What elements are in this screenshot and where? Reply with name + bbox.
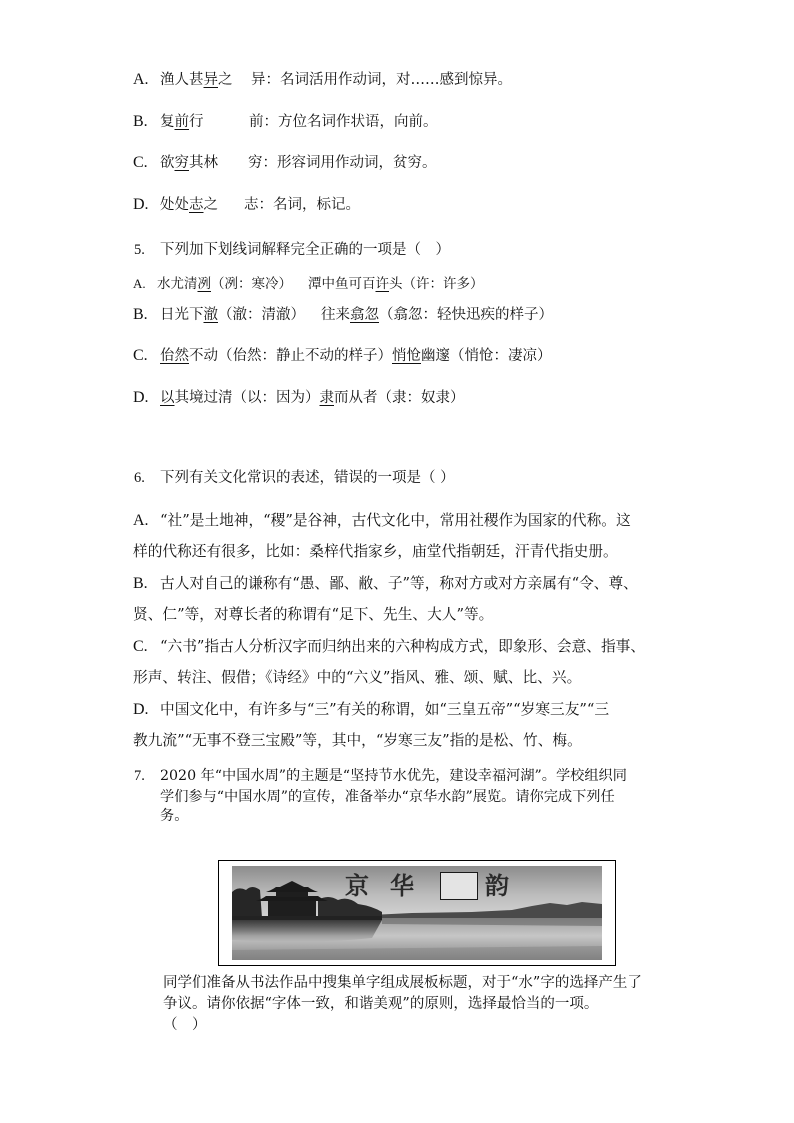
question-number: 7. (134, 768, 145, 784)
question-text-line: 2020 年“中国水周”的主题是“坚持节水优先，建设幸福河湖”。学校组织同 (160, 768, 627, 784)
question-text: 下列加下划线词解释完全正确的一项是（ ） (160, 242, 450, 258)
phrase-text: 往来 (321, 307, 350, 323)
phrase-text: 日光下 (160, 307, 204, 323)
phrase-text: 欲 (160, 155, 175, 171)
q6-option-b-cont (0, 604, 794, 626)
question-text: 下列有关文化常识的表述，错误的一项是（ ） (160, 470, 455, 486)
gloss-text: （翕忽：轻快迅疾的样子） (379, 307, 553, 323)
option-explanation: 异：名词活用作动词，对……感到惊异。 (251, 72, 512, 88)
gloss-text: 其境过清（以：因为） (174, 390, 320, 406)
phrase-text: 之 (218, 72, 233, 88)
banner-blank-box (440, 872, 478, 900)
banner-title-char: 京 (345, 871, 369, 900)
option-text (157, 273, 484, 295)
q5-option-b (0, 304, 794, 326)
underlined-word: 冽 (197, 276, 211, 292)
option-letter: B. (133, 113, 148, 130)
q4-option-d (0, 194, 794, 216)
underlined-word: 佁然 (160, 348, 189, 364)
underlined-word: 翕忽 (350, 307, 379, 323)
q7-stem-cont (0, 805, 794, 827)
q7-task (0, 972, 794, 994)
q6-option-d (0, 699, 794, 721)
option-text (160, 345, 552, 367)
q4-option-b (0, 111, 794, 133)
gloss-text: （冽：寒冷） (211, 276, 292, 292)
option-phrase (160, 152, 218, 174)
underlined-word: 悄怆 (392, 348, 421, 364)
q5-stem (0, 239, 794, 261)
q4-option-a (0, 69, 794, 91)
option-letter: A. (133, 71, 149, 88)
option-explanation: 志：名词，标记。 (244, 197, 360, 213)
question-text-line: 争议。请你依据“字体一致，和谐美观”的原则，选择最恰当的一项。 (163, 996, 599, 1012)
q6-option-a-cont (0, 541, 794, 563)
option-text (160, 387, 465, 409)
option-phrase (160, 111, 204, 133)
q6-option-d-cont (0, 730, 794, 752)
banner-title-char: 华 (390, 871, 414, 900)
phrase-text: 复 (160, 114, 175, 130)
underlined-word: 以 (160, 390, 175, 406)
option-text-line: 教九流”“无事不登三宝殿”等，其中，“岁寒三友”指的是松、竹、梅。 (133, 732, 582, 749)
option-text-line: “六书”指古人分析汉字而归纳出来的六种构成方式，即象形、会意、指事、 (160, 638, 646, 655)
lake-pavilion-photo (232, 866, 602, 960)
underlined-word: 隶 (319, 390, 334, 406)
gloss-text: 幽邃（悄怆：凄凉） (421, 348, 552, 364)
option-explanation: 穷：形容词用作动词，贫穷。 (248, 155, 437, 171)
gloss-text: 头（许：许多） (389, 276, 484, 292)
option-text-line: 古人对自己的谦称有“愚、鄙、敝、子”等，称对方或对方亲属有“令、尊、 (160, 575, 638, 592)
option-letter: A. (133, 276, 146, 291)
option-letter: B. (133, 575, 148, 592)
option-letter: B. (133, 306, 148, 323)
question-number: 6. (134, 470, 145, 486)
q4-option-c (0, 152, 794, 174)
option-phrase (160, 194, 218, 216)
option-text (160, 304, 553, 326)
phrase-text: 行 (189, 114, 204, 130)
phrase-text: 潭中鱼可百 (308, 276, 376, 292)
banner-title-char: 韵 (485, 871, 509, 900)
underlined-word: 许 (375, 276, 389, 292)
option-letter: C. (133, 347, 148, 364)
q6-option-b (0, 573, 794, 595)
question-text-line: 同学们准备从书法作品中搜集单字组成展板标题，对于“水”字的选择产生了 (163, 975, 642, 991)
option-text-line: 贤、仁”等，对尊长者的称谓有“足下、先生、大人”等。 (133, 606, 494, 623)
option-letter: A. (133, 512, 149, 529)
option-text-line: 中国文化中，有许多与“三”有关的称谓，如“三皇五帝”“岁寒三友”“三 (160, 701, 610, 718)
phrase-text: 处处 (160, 197, 189, 213)
phrase-text: 渔人甚 (160, 72, 204, 88)
gloss-text: （澈：清澈） (218, 307, 305, 323)
option-letter: D. (133, 389, 149, 406)
q6-option-c (0, 636, 794, 658)
underlined-word: 穷 (174, 155, 189, 171)
q5-option-d (0, 387, 794, 409)
option-letter: D. (133, 701, 149, 718)
q5-option-a (0, 273, 794, 295)
q6-option-a (0, 510, 794, 532)
phrase-text: 其林 (189, 155, 218, 171)
option-letter: C. (133, 638, 148, 655)
option-letter: C. (133, 154, 148, 171)
option-phrase (160, 69, 233, 91)
q7-stem (0, 765, 794, 787)
underlined-word: 澈 (203, 307, 218, 323)
question-text-line: 务。 (160, 808, 189, 824)
option-text-line: 形声、转注、假借；《诗经》中的“六义”指风、雅、颂、赋、比、兴。 (133, 669, 582, 686)
option-text-line: “社”是土地神，“稷”是谷神，古代文化中，常用社稷作为国家的代称。这 (160, 512, 631, 529)
underlined-word: 前 (174, 114, 189, 130)
underlined-word: 志 (189, 197, 204, 213)
gloss-text: 不动（佁然：静止不动的样子） (189, 348, 392, 364)
phrase-text: 之 (203, 197, 218, 213)
phrase-text: 水尤清 (157, 276, 198, 292)
question-text-line: 学们参与“中国水周”的宣传，准备举办“京华水韵”展览。请你完成下列任 (160, 789, 615, 805)
exhibition-banner-figure (218, 860, 616, 966)
option-text-line: 样的代称还有很多，比如：桑梓代指家乡，庙堂代指朝廷，汗青代指史册。 (133, 543, 618, 560)
q7-answer-blank (0, 1014, 794, 1036)
q6-stem (0, 467, 794, 489)
underlined-word: 异 (203, 72, 218, 88)
option-letter: D. (133, 196, 149, 213)
q6-option-c-cont (0, 667, 794, 689)
q7-task-cont (0, 993, 794, 1015)
lake-scene-illustration (232, 866, 602, 960)
question-number: 5. (134, 242, 145, 258)
option-explanation: 前：方位名词作状语，向前。 (249, 114, 438, 130)
q5-option-c (0, 345, 794, 367)
answer-parentheses: （ ） (163, 1017, 207, 1033)
gloss-text: 而从者（隶：奴隶） (334, 390, 465, 406)
